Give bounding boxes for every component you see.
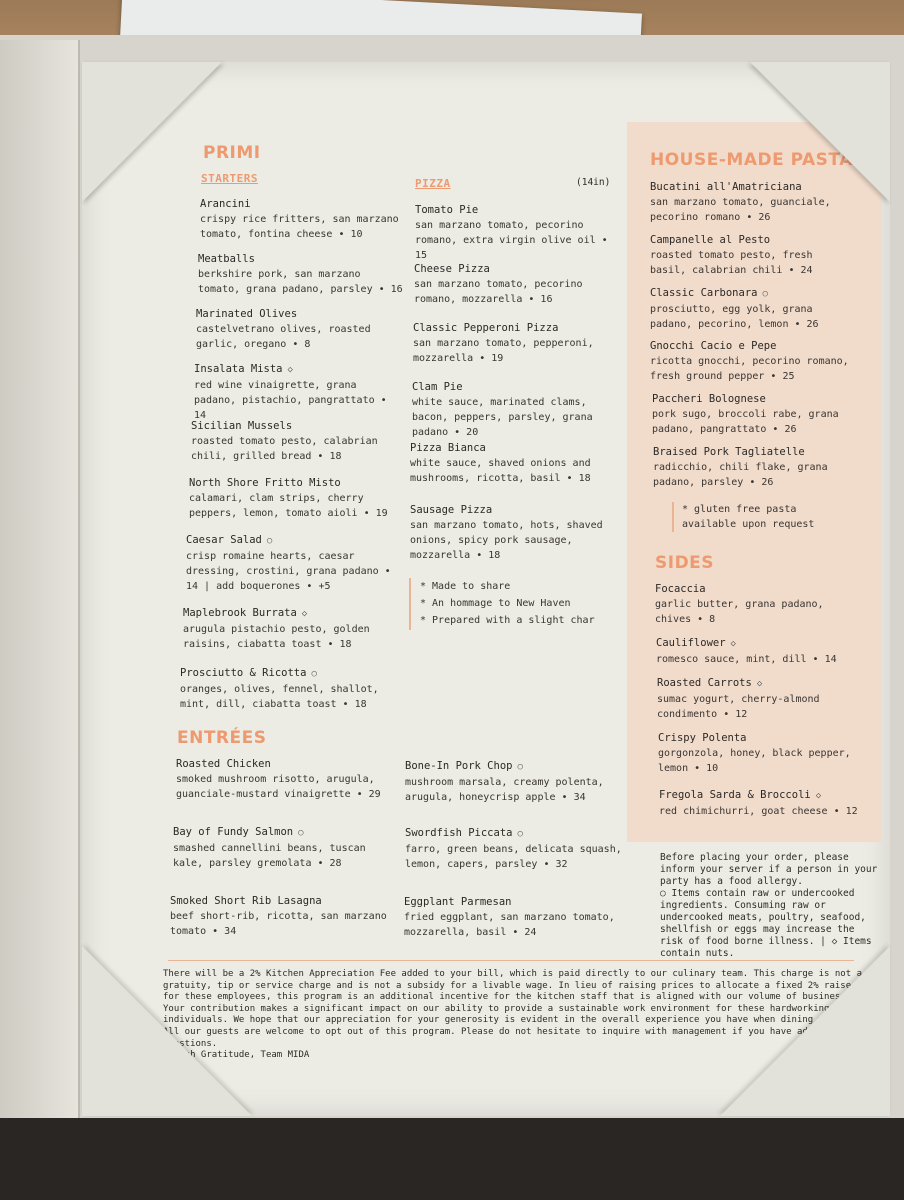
entree-item-description: smoked mushroom risotto, arugula, guanciale-mustard vinaigrette • 29 [176,774,381,800]
side-item-name [659,788,859,804]
pizza-item [412,380,617,440]
corner-pocket-bottom-right [720,946,890,1116]
side-item-title: Focaccia [655,583,706,595]
side-item-name [657,676,857,692]
entree-item-title: Bone-In Pork Chop [405,760,513,772]
pasta-item-name [650,233,850,248]
starter-item-title: Marinated Olives [196,308,298,320]
starter-item-title: Insalata Mista [194,363,283,375]
starter-item-description: arugula pistachio pesto, golden raisins, ciabatta toast • 18 [183,624,370,650]
entree-item [173,825,393,871]
entree-item-description: fried eggplant, san marzano tomato, mozzarella, basil • 24 [404,912,615,938]
entree-item-name [404,895,624,910]
pasta-item-description: san marzano tomato, guanciale, pecorino romano • 26 [650,197,831,223]
corner-pocket-top-right [750,62,890,202]
starter-item-title: Sicilian Mussels [191,420,293,432]
side-item-title: Fregola Sarda & Broccoli [659,789,811,801]
entree-item-name [405,826,625,842]
starter-item [196,307,401,352]
contains-nuts-icon: ◇ [301,609,308,619]
side-item [657,676,857,722]
corner-pocket-bottom-left [82,946,252,1116]
entree-item [405,759,625,805]
side-item-description: sumac yogurt, cherry-almond condimento • 12 [657,694,820,720]
pasta-item-name [652,392,852,407]
allergy-notice [660,852,878,960]
pizza-item [413,321,618,366]
kitchen-fee-text: There will be a 2% Kitchen Appreciation Fee added to your bill, which is paid directly to our culinary team. This charge is not a gratuity, tip or service charge and is not a subsidy for a livable wage. In lieu of raising prices to allocate a fixed 2% raise for these employees, this program is an additional incentive for the kitchen staff that is aligned with our volume of business. Your contribution makes a significant impact on our ability to provide a sustainable work environment for these hardworking individuals. We hope that our appreciation for your generosity is evident in the overall experience you have when dining with us. All our guests are welcome to opt out of this program. Please do not hesitate to inquire with management if you have additional questions. [163,969,862,1049]
starter-item [186,533,391,594]
pasta-item-description: ricotta gnocchi, pecorino romano, fresh ground pepper • 25 [650,356,849,382]
side-item-description: red chimichurri, goat cheese • 12 [659,806,858,817]
pasta-note: * gluten free pasta available upon request [682,504,815,530]
starter-item-description: calamari, clam strips, cherry peppers, lemon, tomato aioli • 19 [189,493,388,519]
pasta-item-name [650,286,850,302]
contains-nuts-icon: ◇ [287,365,293,375]
pasta-item-title: Campanelle al Pesto [650,234,771,246]
starter-item-name [189,476,394,491]
starter-item-description: crispy rice fritters, san marzano tomato, fontina cheese • 10 [200,214,399,240]
entree-item-title: Bay of Fundy Salmon [173,826,294,838]
allergy-line: ○ Items contain raw or undercooked ingredients. Consuming raw or undercooked meats, poultry, seafood, shellfish or eggs may increase the risk of food borne illness. | ◇ Items contain nuts. [660,888,872,959]
starter-item [200,197,405,242]
side-item-title: Crispy Polenta [658,732,747,744]
entree-item-name [170,894,390,909]
side-item-title: Cauliflower [656,637,726,649]
pizza-size: (14in) [576,177,611,188]
pizza-item-description: white sauce, marinated clams, bacon, peppers, parsley, grana padano • 20 [412,397,593,438]
pasta-item-title: Braised Pork Tagliatelle [653,446,805,458]
pizza-notes-rule [409,578,411,630]
raw-undercooked-icon: ○ [266,536,273,546]
side-item-name [655,582,855,597]
starter-item-title: Maplebrook Burrata [183,607,297,619]
corner-pocket-top-left [82,62,222,202]
starter-item-name [196,307,401,322]
entrees-title: ENTRÉES [177,728,267,748]
raw-undercooked-icon: ○ [517,829,523,839]
entree-item-name [173,825,393,841]
starters-title: STARTERS [201,172,258,185]
starter-item [189,476,394,521]
pizza-item-title: Classic Pepperoni Pizza [413,322,559,334]
starter-item-name [198,252,403,267]
pizza-item [410,503,615,563]
pizza-item [410,441,615,486]
entree-item-description: beef short-rib, ricotta, san marzano tomato • 34 [170,911,387,937]
pasta-item-description: roasted tomato pesto, fresh basil, calabrian chili • 24 [650,250,813,276]
starter-item-title: Caesar Salad [186,534,262,546]
pizza-item-name [415,203,620,218]
pizza-item [415,203,620,263]
footer-signoff: - With Gratitude, Team MIDA [163,1050,310,1061]
pasta-item-title: Paccheri Bolognese [652,393,766,405]
entree-item-title: Eggplant Parmesan [404,896,512,908]
pizza-item-description: white sauce, shaved onions and mushrooms, ricotta, basil • 18 [410,458,591,484]
pizza-title: PIZZA [415,177,451,190]
entree-item-title: Roasted Chicken [176,758,271,770]
sides-title: SIDES [655,553,715,573]
pizza-notes [420,578,595,629]
pasta-item-description: radicchio, chili flake, grana padano, parsley • 26 [653,462,828,488]
entree-item [405,826,625,872]
pasta-item-description: pork sugo, broccoli rabe, grana padano, pangrattato • 26 [652,409,839,435]
starter-item-description: red wine vinaigrette, grana padano, pistachio, pangrattato • 14 [194,380,387,421]
side-item-name [656,636,856,652]
pizza-item-title: Pizza Bianca [410,442,486,454]
pizza-item-name [414,262,619,277]
pasta-item [650,233,850,278]
pizza-item-description: san marzano tomato, pepperoni, mozzarella • 19 [413,338,594,364]
starter-item-description: roasted tomato pesto, calabrian chili, grilled bread • 18 [191,436,378,462]
side-item-description: gorgonzola, honey, black pepper, lemon • 10 [658,748,851,774]
pizza-item-description: san marzano tomato, hots, shaved onions, spicy pork sausage, mozzarella • 18 [410,520,603,561]
starter-item [183,606,388,652]
entree-item [176,757,396,802]
raw-undercooked-icon: ○ [762,289,768,299]
pasta-item-name [650,339,850,354]
entree-item [404,895,624,940]
primi-title: PRIMI [203,143,261,163]
starter-item [194,362,399,423]
side-item [659,788,859,819]
starter-item-name [186,533,391,549]
raw-undercooked-icon: ○ [517,762,523,772]
pizza-note: * Prepared with a slight char [420,615,595,626]
contains-nuts-icon: ◇ [815,791,822,801]
pizza-item-title: Tomato Pie [415,204,479,216]
side-item [658,731,858,776]
entree-item-name [176,757,396,772]
starter-item [198,252,403,297]
side-item-description: garlic butter, grana padano, chives • 8 [655,599,824,625]
pizza-item-name [410,503,615,518]
starter-item-name [183,606,388,622]
starter-item [180,666,385,712]
side-item-name [658,731,858,746]
pizza-item-title: Cheese Pizza [414,263,490,275]
foreground-shadow [0,1118,904,1200]
starter-item-title: Meatballs [198,253,255,265]
entree-item-title: Swordfish Piccata [405,827,513,839]
pasta-item-title: Bucatini all'Amatriciana [650,181,802,193]
pizza-note: * An hommage to New Haven [420,598,571,609]
starter-item-name [200,197,405,212]
entree-item [170,894,390,939]
pasta-item [650,286,850,332]
starter-item-title: North Shore Fritto Misto [189,477,341,489]
entree-item-name [405,759,625,775]
contains-nuts-icon: ◇ [730,639,736,649]
starter-item-description: berkshire pork, san marzano tomato, grana padano, parsley • 16 [198,269,403,295]
raw-undercooked-icon: ○ [298,828,304,838]
raw-undercooked-icon: ○ [311,669,317,679]
pasta-title: HOUSE-MADE PASTA [650,150,853,170]
pizza-item-title: Sausage Pizza [410,504,493,516]
entree-item-description: mushroom marsala, creamy polenta, arugula, honeycrisp apple • 34 [405,777,604,803]
starter-item-title: Arancini [200,198,251,210]
pizza-item-name [413,321,618,336]
pasta-item [652,392,852,437]
pizza-item-description: san marzano tomato, pecorino romano, extra virgin olive oil • 15 [415,220,608,261]
entree-item-description: farro, green beans, delicata squash, lemon, capers, parsley • 32 [405,844,622,870]
starter-item-name [180,666,385,682]
pizza-note: * Made to share [420,581,511,592]
pizza-item [414,262,619,307]
side-item-title: Roasted Carrots [657,677,752,689]
starter-item-name [194,362,399,378]
starter-item-description: crisp romaine hearts, caesar dressing, crostini, grana padano • 14 | add boquerones • +5 [186,551,391,592]
starter-item [191,419,396,464]
starter-item-description: oranges, olives, fennel, shallot, mint, dill, ciabatta toast • 18 [180,684,379,710]
side-item [655,582,855,627]
pizza-item-name [410,441,615,456]
starter-item-name [191,419,396,434]
pizza-item-name [412,380,617,395]
starter-item-title: Prosciutto & Ricotta [180,667,307,679]
starter-item-description: castelvetrano olives, roasted garlic, oregano • 8 [196,324,371,350]
side-item-description: romesco sauce, mint, dill • 14 [656,654,837,665]
allergy-line: Before placing your order, please inform your server if a person in your party has a food allergy. [660,852,878,887]
pizza-item-description: san marzano tomato, pecorino romano, mozzarella • 16 [414,279,583,305]
side-item [656,636,856,667]
pasta-item-name [653,445,853,460]
pasta-item-description: prosciutto, egg yolk, grana padano, pecorino, lemon • 26 [650,304,819,330]
entree-item-title: Smoked Short Rib Lasagna [170,895,322,907]
pasta-note-rule [672,502,674,532]
menu-folder-left-flap [0,40,80,1120]
pasta-item [650,339,850,384]
contains-nuts-icon: ◇ [756,679,763,689]
pasta-item-title: Classic Carbonara [650,287,758,299]
entree-item-description: smashed cannellini beans, tuscan kale, parsley gremolata • 28 [173,843,366,869]
pizza-item-title: Clam Pie [412,381,463,393]
pasta-item-title: Gnocchi Cacio e Pepe [650,340,777,352]
pasta-item [653,445,853,490]
